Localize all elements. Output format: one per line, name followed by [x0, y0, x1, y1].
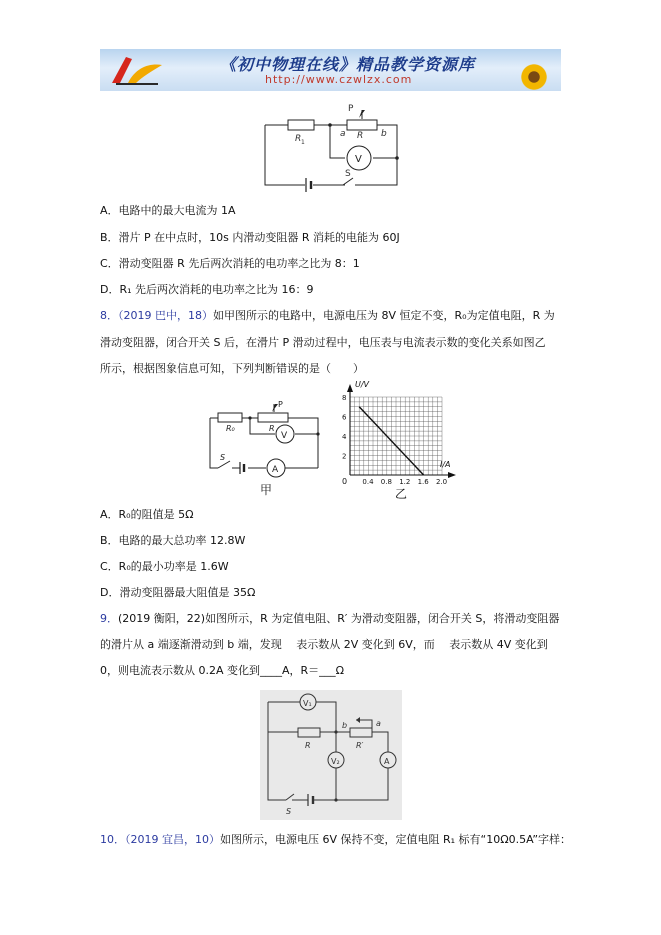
- q8-option-b: B．电路的最大总功率 12.8W: [100, 534, 246, 547]
- q8-option-a: A．R₀的阻值是 5Ω: [100, 508, 194, 521]
- sunflower-decoration: [520, 63, 548, 91]
- y-tick-label: 4: [342, 433, 347, 441]
- q9-text-1: (2019 衡阳，22)如图所示，R 为定值电阻、R′ 为滑动变阻器，闭合开关 S，将滑动变阻器: [118, 612, 560, 625]
- x-tick-label: 1.6: [417, 478, 429, 486]
- fig1-r1-label: R: [295, 134, 302, 144]
- header-banner: [100, 49, 561, 91]
- x-tick-label: 0.4: [362, 478, 374, 486]
- fig3-v2-label: V₂: [331, 757, 340, 766]
- y-tick-label: 2: [342, 452, 347, 461]
- banner-title: 《初中物理在线》精品教学资源库: [220, 55, 476, 74]
- fig3-r-label: R: [305, 741, 311, 750]
- q8-text-1: 如甲图所示的电路中，电源电压为 8V 恒定不变，R₀为定值电阻，R 为: [213, 309, 555, 322]
- q9-text-2: 的滑片从 a 端逐渐滑动到 b 端，发现 表示数从 2V 变化到 6V，而 表示数从 4V 变化到: [100, 638, 548, 651]
- fig1-voltmeter-label: V: [355, 154, 362, 165]
- fig1-a-label: a: [340, 129, 346, 139]
- x-tick-label: 1.2: [399, 478, 411, 486]
- q9-line-1: [100, 612, 559, 626]
- banner-url[interactable]: http://www.czwlzx.com: [265, 73, 413, 86]
- q8-option-d: D．滑动变阻器最大阻值是 35Ω: [100, 586, 256, 599]
- q10-line-1: [100, 833, 571, 847]
- fig1-b-label: b: [381, 129, 387, 139]
- q7-option-a: A．电路中的最大电流为 1A: [100, 204, 236, 217]
- circuit-figure-3: [260, 690, 402, 820]
- fig1-r-label: R: [357, 131, 364, 141]
- x-tick-label: 0.8: [380, 478, 392, 486]
- chart-ylabel: U/V: [355, 380, 370, 389]
- fig3-switch-label: S: [286, 807, 292, 816]
- q8-text-2: 滑动变阻器，闭合开关 S 后，在滑片 P 滑动过程中，电压表与电流表示数的变化关系如图乙: [100, 336, 546, 349]
- x-axis-arrow: [448, 472, 456, 478]
- y-tick-label: 8: [342, 394, 347, 402]
- q8-source: 8．（2019 巴中，18）: [100, 309, 213, 322]
- chart-grid: [350, 397, 442, 475]
- x-tick-label: 2.0: [436, 478, 448, 486]
- q10-text: 如图所示，电源电压 6V 保持不变，定值电阻 R₁ 标有“10Ω0.5A”字样：: [220, 833, 572, 846]
- fig3-rprime-label: R′: [356, 741, 364, 750]
- chart-origin: 0: [342, 477, 348, 486]
- q7-option-c: C．滑动变阻器 R 先后两次消耗的电功率之比为 8：1: [100, 257, 360, 270]
- fig1-switch-label: S: [345, 169, 351, 179]
- fig-jia-r0-label: R₀: [226, 424, 235, 433]
- fig-jia-p-label: P: [278, 400, 283, 409]
- fig1-r1-sub: 1: [301, 139, 305, 146]
- fig-jia-ammeter-label: A: [272, 465, 279, 475]
- fig3-a-end-label: a: [376, 719, 381, 728]
- fig3-v1-label: V₁: [303, 699, 312, 708]
- y-axis-arrow: [347, 384, 353, 392]
- fig-jia-voltmeter-label: V: [281, 431, 288, 441]
- y-tick-label: 6: [342, 413, 347, 422]
- logo-icon: [106, 53, 166, 87]
- q8-line-1: [100, 309, 555, 323]
- chart-xlabel: I/A: [440, 460, 451, 469]
- fig3-b-end-label: b: [342, 721, 348, 730]
- chart-caption: 乙: [395, 487, 408, 501]
- circuit-figure-1: [255, 100, 415, 192]
- fig-jia-switch-label: S: [220, 453, 226, 462]
- q8-option-c: C．R₀的最小功率是 1.6W: [100, 560, 229, 573]
- q10-source: 10．（2019 宜昌，10）: [100, 833, 220, 846]
- fig3-ammeter-label: A: [384, 757, 390, 766]
- fig1-p-label: P: [348, 104, 354, 114]
- q7-option-b: B．滑片 P 在中点时，10s 内滑动变阻器 R 消耗的电能为 60J: [100, 231, 400, 244]
- fig-jia-r-label: R: [269, 424, 275, 433]
- q9-source: 9．: [100, 612, 118, 625]
- q8-text-3: 所示，根据图象信息可知，下列判断错误的是（ ）: [100, 362, 364, 375]
- circuit-figure-jia: [200, 398, 330, 503]
- fig-jia-caption: 甲: [260, 483, 273, 497]
- q7-option-d: D．R₁ 先后两次消耗的电功率之比为 16：9: [100, 283, 314, 296]
- q9-text-3: 0，则电流表示数从 0.2A 变化到____A，R＝___Ω: [100, 664, 345, 677]
- chart-u-i: [338, 378, 468, 506]
